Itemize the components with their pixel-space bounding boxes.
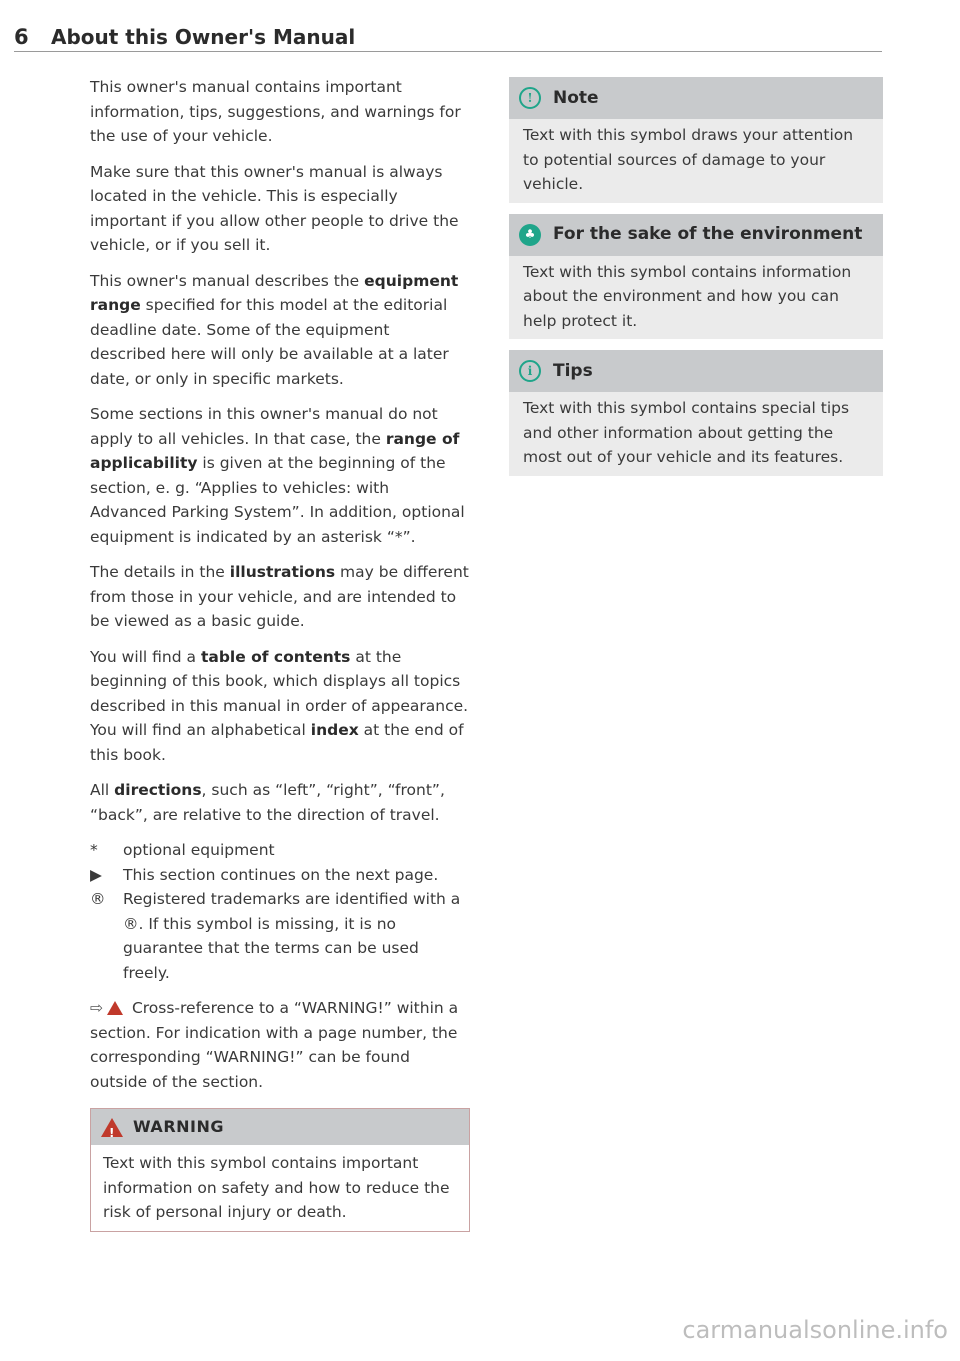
header-rule xyxy=(14,51,882,52)
info-circle-icon: i xyxy=(519,360,541,382)
legend-item xyxy=(90,887,470,985)
note-header xyxy=(509,77,883,119)
paragraph-directions xyxy=(90,778,470,827)
bold-term: equipment range xyxy=(90,271,459,314)
environment-header xyxy=(509,214,883,256)
warning-box xyxy=(90,1108,470,1232)
text-span: You will find a xyxy=(90,647,201,666)
bold-term: table of contents xyxy=(200,647,351,666)
environment-box xyxy=(509,214,883,340)
right-column xyxy=(509,77,883,487)
text-span: at the beginning of this book, which displays all topics described in this manual in order of appearance. You will find an alphabetical xyxy=(90,647,469,739)
paragraph-cross-reference xyxy=(90,996,470,1094)
paragraph-intro: This owner's manual contains important information, tips, suggestions, and warnings for the use of your vehicle. xyxy=(90,78,461,145)
paragraph-illustrations xyxy=(90,560,470,634)
warning-text: Text with this symbol contains important information on safety and how to reduce the risk of personal injury or death. xyxy=(103,1154,450,1221)
triangle-right-icon: ▶ xyxy=(90,865,102,884)
warning-title: WARNING xyxy=(133,1116,224,1136)
legend-text: Registered trademarks are identified with a ®. If this symbol is missing, it is no guarantee that the terms can be used freely. xyxy=(123,890,461,982)
legend-item xyxy=(90,838,470,863)
text-span: All xyxy=(90,781,115,799)
legend-item xyxy=(90,863,470,888)
left-column xyxy=(90,75,470,1232)
warning-triangle-icon xyxy=(107,1001,123,1015)
bold-term: directions xyxy=(114,781,202,799)
bold-term: index xyxy=(310,721,359,739)
environment-title: For the sake of the environment xyxy=(553,224,863,245)
warning-triangle-icon xyxy=(101,1118,123,1137)
tips-header xyxy=(509,350,883,392)
paragraph-applicability xyxy=(90,402,470,549)
text-span: This owner's manual describes the xyxy=(90,271,365,290)
text-span: at the end of this book. xyxy=(90,721,464,764)
registered-icon: ® xyxy=(90,890,106,908)
tips-title: Tips xyxy=(553,360,593,381)
text-span: , such as “left”, “right”, “front”, “back”, are relative to the direction of travel. xyxy=(90,781,445,824)
paragraph-contents xyxy=(90,645,470,768)
symbol-legend xyxy=(90,838,470,985)
tips-box xyxy=(509,350,883,476)
paragraph-equipment xyxy=(90,269,470,392)
paragraph-location: Make sure that this owner's manual is always located in the vehicle. This is especially important if you allow other people to drive the vehicle, or if you sell it. xyxy=(90,162,459,254)
text-span: The details in the xyxy=(90,563,230,581)
text-span: Some sections in this owner's manual do not apply to all vehicles. In that case, the xyxy=(90,405,438,448)
note-title: Note xyxy=(553,87,599,108)
exclamation-circle-icon: ! xyxy=(519,87,541,109)
bold-term: range of applicability xyxy=(90,429,460,472)
note-text: Text with this symbol draws your attention to potential sources of damage to your vehicle. xyxy=(523,126,854,193)
tips-text: Text with this symbol contains special tips and other information about getting the most out of your vehicle and its features. xyxy=(523,399,850,466)
asterisk-icon: * xyxy=(90,841,98,859)
tree-icon: ♣ xyxy=(519,224,541,246)
note-box xyxy=(509,77,883,203)
warning-header xyxy=(91,1109,469,1145)
environment-text: Text with this symbol contains information about the environment and how you can help protect it. xyxy=(523,262,852,330)
text-span: is given at the beginning of the section, e. g. “Applies to vehicles: with Advanced Parking System”. In addition, optional equipment is indicated by an asterisk “*”. xyxy=(90,454,465,546)
watermark: carmanualsonline.info xyxy=(682,1316,948,1344)
legend-text: This section continues on the next page. xyxy=(123,865,439,884)
legend-text: optional equipment xyxy=(123,841,275,859)
text-span: specified for this model at the editorial deadline date. Some of the equipment described here will only be available at a later date, or only in specific markets. xyxy=(90,296,449,388)
text-span: may be different from those in your vehicle, and are intended to be viewed as a basic guide. xyxy=(90,563,469,630)
page-title: About this Owner's Manual xyxy=(51,25,356,49)
bold-term: illustrations xyxy=(229,563,336,581)
text-span: Cross-reference to a “WARNING!” within a section. For indication with a page number, the corresponding “WARNING!” can be found outside of the section. xyxy=(90,999,459,1091)
arrow-right-icon: ⇨ xyxy=(90,999,103,1017)
page-number: 6 xyxy=(14,25,29,49)
